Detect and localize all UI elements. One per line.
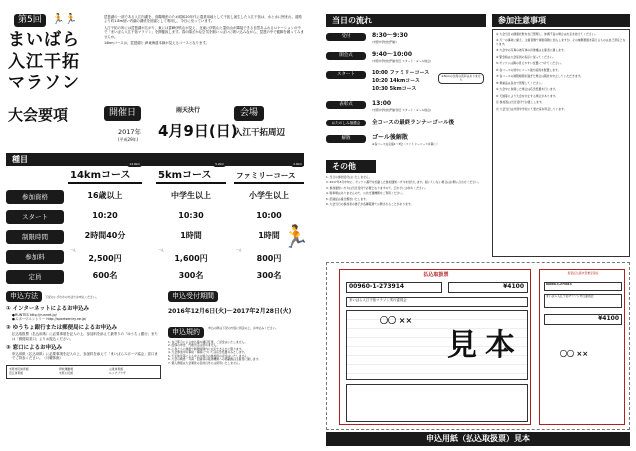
- place-item: 米原市民体育館: [9, 366, 29, 371]
- other-label: その他: [332, 161, 356, 171]
- runner-icons: 🏃🏃: [52, 14, 77, 25]
- rule-item: 2. 虚偽の申告、代理出走は認めません。: [168, 343, 220, 348]
- row-value: 中学生以上: [171, 191, 211, 200]
- row-value: 1,600円: [174, 254, 208, 263]
- flow-time: ゴール後解散: [372, 134, 408, 141]
- rule-item: 3. 心身ともに健康で制限時間内に完走できる方に限ります。: [168, 346, 245, 351]
- other-item: 4. 駐車場はありませんので、公共交通機関をご利用ください。: [326, 191, 406, 196]
- course-14km: [68, 162, 142, 184]
- rain-note: 雨天決行: [176, 107, 201, 114]
- flow-tag: おたのしみ抽選会: [326, 120, 366, 126]
- notice-list: [492, 29, 630, 257]
- slip-payee: まいばら入江干拓マラソン実行委員会: [346, 297, 528, 307]
- course-distance-badge: 14.0km: [129, 162, 140, 166]
- postal-title: ② ゆうちょ銀行または郵便局によるお申込み: [6, 325, 118, 332]
- row-eligibility: [6, 188, 304, 206]
- receipt-account: 00960-1-273914: [544, 282, 622, 291]
- date-block: [104, 106, 304, 150]
- row-value: 300名: [256, 271, 282, 280]
- deadline-period: 2016年12月6日(火)～2017年2月28日(火): [168, 307, 292, 315]
- year: 2017年: [118, 128, 142, 136]
- flow-item: [326, 32, 486, 50]
- course-family: [234, 162, 304, 184]
- slip-bottom: [346, 384, 528, 422]
- notice-item: ③ 大会中の写真の被写体の肖像権は主催者に属します。: [496, 48, 567, 53]
- runner-illustration-icon: 🏃: [282, 225, 310, 250]
- row-label: 参加資格: [6, 190, 64, 204]
- row-value: 16歳以上: [87, 191, 123, 200]
- flow-note: (米原中学校校門前付近 スタート・ゴール地点): [372, 108, 431, 112]
- rule-item: 6. 大会の映像・写真・記録等の報道機関への掲載権は主催者に属します。: [168, 357, 261, 362]
- sample-caption-text: 申込用紙（払込取扱票）見本: [426, 434, 530, 443]
- rules-section: [168, 327, 318, 447]
- venue-label: 会場: [234, 106, 264, 121]
- rule-item: 7. 個人情報は大会運営の目的以外には使用いたしません。: [168, 360, 242, 365]
- postal-text: 払込取扱票（払込用紙）に必要事項を記入の上、参加料を添えて最寄りの「ゆうちょ銀行」または「郵便局窓口」よりお振込ください。: [12, 332, 158, 341]
- row-value: 600名: [92, 271, 118, 280]
- flow-tag: 解散: [326, 135, 366, 143]
- flow-bubble: ※5kmの全員の表彰はありません: [438, 73, 484, 84]
- internet-link[interactable]: ●RUNTES http://runnet.jp/: [12, 312, 57, 317]
- notice-item: ⑥ 各コースの途中にコース案内係員を配置します。: [496, 67, 561, 72]
- course-distance-badge: 5.2km: [215, 162, 224, 166]
- flow-note: ※各コース完走後1～3位（ファミリーコースを除く）: [372, 142, 440, 146]
- receipt-title: 振替払込請求書兼受領証: [567, 271, 599, 275]
- row-value: 10:20: [92, 211, 118, 220]
- fee-prefix: 一人: [70, 248, 76, 252]
- row-value: 1時間: [258, 231, 280, 240]
- notice-item: ⑤ ゼッケンは胸の見えやすい位置につけてください。: [496, 61, 564, 66]
- application-section: [6, 291, 161, 446]
- rule-item: 1. 自己都合による申込後の種目変更、ご返金はいたしません。: [168, 339, 248, 344]
- flow-item: [326, 70, 486, 98]
- notice-item: ② 万一の事故に備え、主催者側で傷害保険に加入しますが、その補償範囲を超えるものは自己責任となります。: [496, 38, 626, 46]
- flow-note: (米原中学校校門前): [372, 40, 397, 44]
- flow-note: (米原中学校校門前付近 スタート・ゴール地点): [372, 59, 431, 63]
- row-label: 定員: [6, 270, 64, 284]
- deadline-section: [168, 291, 318, 323]
- notice-item: ⑫ 大会当日は米原中学校にて更衣室を用意しています。: [496, 106, 567, 111]
- flow-item: [326, 119, 486, 133]
- fee-prefix: 一人: [158, 248, 164, 252]
- course-distance-badge: 2.0km: [293, 162, 302, 166]
- title-line2: 入江干拓: [8, 51, 80, 72]
- other-item: 3. 参加通知ハガキは当日受付で必要となりますので、忘れずにお持ちください。: [326, 185, 428, 190]
- rules-note: 申込の際は下記の内容に同意の上、お申込みください。: [208, 326, 279, 330]
- intro-paragraph: 入江干拓の所には琵琶湖が広がり、東には霊峰伊吹山が見え、北東に伊吹山と霊仙山が隣接できる自然あふれるロケーションの中で「まいばら入江干拓マラソン」を開催致します。春の陽ざかな空気を胸いっぱいに吸い込みながら、琵琶の中で健脚を競ってみませんか。: [104, 25, 304, 39]
- other-header: [326, 160, 376, 173]
- internet-title: ① インターネットによるお申込み: [6, 305, 90, 312]
- row-value: 800円: [256, 254, 282, 263]
- flow-label: 当日の流れ: [332, 15, 372, 25]
- places-list: [6, 365, 161, 379]
- event-logo: [8, 14, 94, 142]
- intro-text: [104, 15, 304, 46]
- flow-tag: スタート: [326, 71, 366, 79]
- flow-header: [326, 14, 486, 27]
- internet-title-text: インターネットによるお申込み: [12, 305, 90, 312]
- postal-title-text: ゆうちょ銀行または郵便局によるお申込み: [12, 325, 118, 332]
- rules-list: [168, 341, 318, 365]
- internet-link[interactable]: ●スポーツエントリー http://sportsentry.ne.jp/: [12, 317, 87, 322]
- rules-label: 申込規約: [168, 327, 204, 338]
- notice-header: [492, 14, 630, 27]
- types-table: [6, 162, 310, 286]
- place-item: 近江体育館: [9, 371, 23, 376]
- rule-item: 5. 天災地変等による中止の場合の参加料の返金はいたしません。: [168, 353, 251, 358]
- notice-item: ⑩ 天候等により大会を中止する場合があります。: [496, 93, 558, 98]
- date-label: 開催日: [104, 106, 141, 121]
- flow-time: 8:30～9:30: [372, 32, 408, 39]
- sample-slip-area: [326, 262, 630, 430]
- flow-list: [326, 30, 486, 158]
- page-subtitle: 大会要項: [8, 106, 69, 124]
- flow-time: 9:40～10:00: [372, 51, 413, 58]
- flow-time: 10:20 14kmコース: [372, 78, 420, 84]
- row-capacity: [6, 268, 304, 286]
- flow-time: 10:00 ファミリーコース: [372, 70, 430, 76]
- place-item: 山東体育館: [109, 366, 123, 371]
- other-item: 5. 記録証は後日郵送いたします。: [326, 196, 369, 201]
- fee-prefix: 一人: [236, 248, 242, 252]
- venue: 入江干拓周辺: [234, 128, 286, 138]
- flow-tag: 表彰式: [326, 101, 366, 109]
- flow-tag: 開会式: [326, 52, 366, 60]
- row-value: 2時間40分: [84, 231, 126, 240]
- sample-watermark: 見本: [447, 328, 523, 363]
- other-item: 6. 大会当日の参加者の様子が各種報道で公開されることがあります。: [326, 202, 414, 207]
- row-fee: [6, 248, 304, 266]
- row-label: スタート: [6, 210, 64, 224]
- slip-name: 〇〇 ××: [380, 316, 413, 325]
- notice-item: ⑪ 参加賞は当日受付でお渡しします。: [496, 100, 545, 105]
- flow-item: [326, 134, 486, 156]
- rule-item: 4. 大会参加中の事故・傷病については応急処置のみとします。: [168, 350, 247, 355]
- course-name: 5kmコース: [158, 170, 212, 181]
- row-start: [6, 208, 304, 226]
- notice-item: ⑨ 大会中に負傷した場合は応急処置を行います。: [496, 87, 558, 92]
- window-text: 申込用紙（払込用紙）に必要事項を記入の上、参加料を添えて「まいばらスポーツ協会」窓口までご持参ください。（月曜休館）: [12, 352, 158, 361]
- edition-badge: 第5回: [14, 14, 46, 27]
- era: (平成29年): [118, 137, 139, 142]
- slip-amount: ¥4100: [448, 282, 528, 293]
- other-item: 2. 2017年3月中旬に、ゼッケン番号を記載した参加通知ハガキを送付します。届いていない場合はお問い合わせください。: [326, 180, 481, 185]
- receipt-name: 〇〇 ××: [560, 350, 589, 358]
- row-value: 10:00: [256, 211, 282, 220]
- notice-item: ④ 緊急時は大会係員の指示に従ってください。: [496, 54, 556, 59]
- notice-item: ① 大会当日の健康状態を自己管理し、体調不良の場合は出走を控えてください。: [496, 32, 598, 36]
- other-list: [326, 176, 486, 256]
- row-value: 小学生以上: [249, 191, 289, 200]
- row-value: 1時間: [180, 231, 202, 240]
- title-line3: マラソン: [8, 72, 80, 93]
- row-value: 2,500円: [88, 254, 122, 263]
- deadline-label: 申込受付期間: [168, 291, 218, 302]
- row-label: 制限時間: [6, 230, 64, 244]
- notice-item: ⑦ 各コースの制限時間を過ぎた場合は競技を中止していただきます。: [496, 74, 583, 79]
- flow-time: 13:00: [372, 100, 392, 107]
- course-5km: [156, 162, 226, 184]
- event-date: 4月9日(日): [158, 122, 238, 140]
- notice-item: ⑧ 貴重品は各自で管理してください。: [496, 80, 545, 85]
- row-value: 10:30: [178, 211, 204, 220]
- slip-account: 00960-1-273914: [346, 282, 442, 293]
- window-title-text: 窓口によるお申込み: [12, 345, 63, 352]
- window-title: ③ 窓口によるお申込み: [6, 345, 63, 352]
- receipt-amount: ¥4100: [544, 314, 622, 325]
- flow-item: [326, 51, 486, 69]
- notice-label: 参加注意事項: [498, 15, 546, 25]
- title-line1: まいばら: [8, 30, 80, 51]
- intro-paragraph: 14kmコースは、琵琶湖と JR東海道本線が見えるコースとなります。: [104, 41, 209, 46]
- receipt-payee: まいばら入江干拓マラソン実行委員会: [544, 294, 622, 308]
- place-item: 米原公民館: [59, 371, 73, 376]
- flow-item: [326, 100, 486, 118]
- application-note: 下記のいずれかの方法でお申込ください。: [45, 295, 99, 299]
- row-label: 参加料: [6, 250, 64, 264]
- course-name: ファミリーコース: [236, 171, 296, 180]
- row-time-limit: [6, 228, 304, 246]
- course-name: 14kmコース: [70, 170, 131, 181]
- slip-title: 払込取扱票: [423, 272, 449, 278]
- intro-paragraph: 琵琶湖の一部である入江内湖を、食糧増産のため昭和20年代に農業用地として干拓し誕生した入江干拓は、水と水に囲まれ、道路より約1.8m低い内湖の湖底を田園として利用し、今日に至っています。: [104, 15, 302, 24]
- types-label: 種目: [12, 154, 28, 164]
- sample-caption: [326, 432, 630, 446]
- flow-time: 全コースの最終ランナーゴール後: [372, 120, 455, 126]
- flow-time: 10:30 5kmコース: [372, 86, 417, 92]
- flow-tag: 受付: [326, 33, 366, 41]
- place-item: 伊吹運動場: [59, 366, 73, 371]
- other-item: 1. 当日の参加受付はいたしません。: [326, 175, 372, 179]
- receipt-slip: [539, 269, 625, 425]
- application-label: 申込方法: [6, 291, 42, 302]
- place-item: ルッチプラザ: [109, 371, 126, 376]
- row-value: 300名: [178, 271, 204, 280]
- types-header: [6, 153, 304, 166]
